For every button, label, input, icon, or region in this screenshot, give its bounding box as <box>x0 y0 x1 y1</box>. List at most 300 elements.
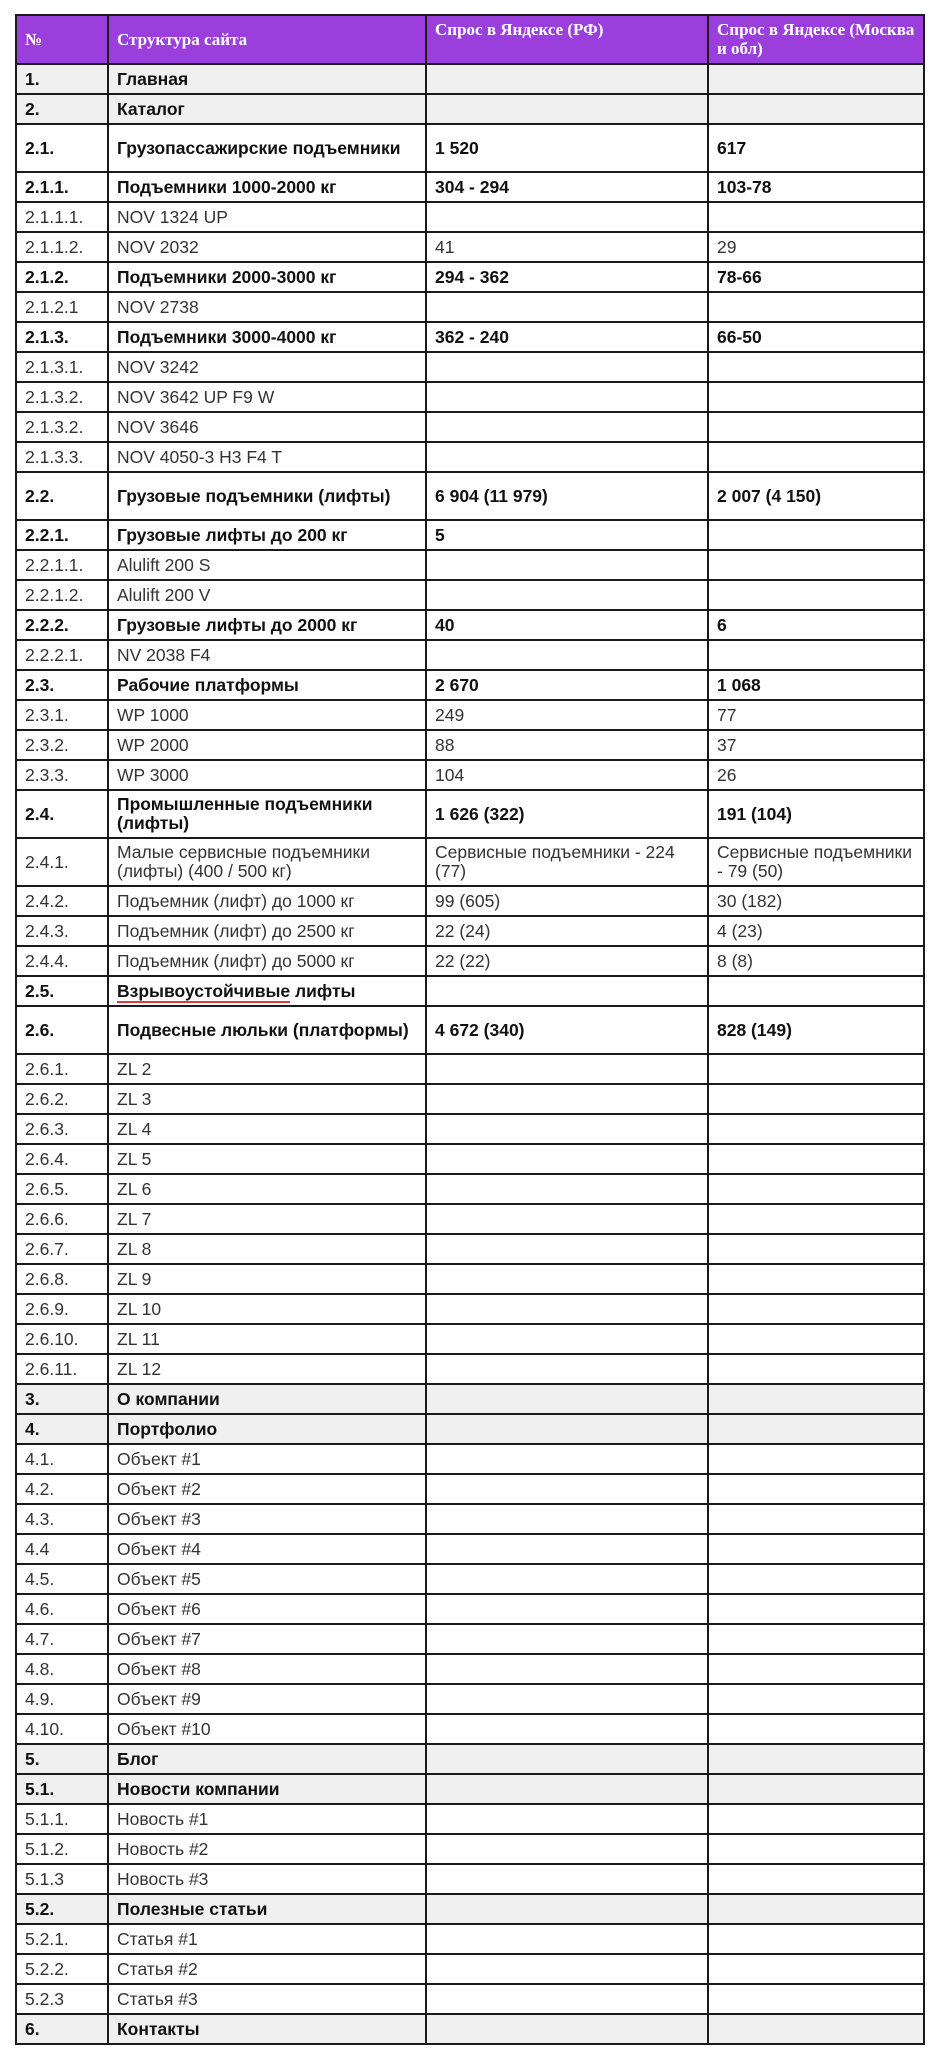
cell-demand-rf <box>426 1894 708 1924</box>
header-structure: Структура сайта <box>108 15 426 64</box>
cell-demand-rf <box>426 1354 708 1384</box>
cell-demand-msk <box>708 1084 924 1114</box>
cell-structure: NOV 3642 UP F9 W <box>108 382 426 412</box>
table-row <box>16 1564 924 1594</box>
cell-demand-msk: 30 (182) <box>708 886 924 916</box>
cell-demand-msk <box>708 1144 924 1174</box>
cell-structure: Полезные статьи <box>108 1894 426 1924</box>
cell-demand-rf: 304 - 294 <box>426 172 708 202</box>
table-row <box>16 172 924 202</box>
cell-demand-rf: 40 <box>426 610 708 640</box>
table-row <box>16 1474 924 1504</box>
cell-structure <box>108 976 426 1006</box>
cell-demand-msk: 78-66 <box>708 262 924 292</box>
cell-num: 2.4.2. <box>16 886 108 916</box>
cell-structure: Статья #1 <box>108 1924 426 1954</box>
cell-demand-rf <box>426 1774 708 1804</box>
cell-structure: Статья #3 <box>108 1984 426 2014</box>
cell-demand-rf: 22 (22) <box>426 946 708 976</box>
table-row <box>16 1684 924 1714</box>
cell-demand-msk <box>708 1624 924 1654</box>
cell-demand-msk: 1 068 <box>708 670 924 700</box>
cell-demand-msk <box>708 1054 924 1084</box>
cell-demand-msk: Сервисные подъемники - 79 (50) <box>708 838 924 886</box>
cell-demand-msk <box>708 1294 924 1324</box>
cell-structure-rest: лифты <box>290 980 356 1001</box>
table-row <box>16 232 924 262</box>
table-row <box>16 670 924 700</box>
cell-num: 4. <box>16 1414 108 1444</box>
cell-structure: NOV 3646 <box>108 412 426 442</box>
cell-structure: WP 1000 <box>108 700 426 730</box>
cell-structure: Новости компании <box>108 1774 426 1804</box>
cell-demand-rf <box>426 1144 708 1174</box>
table-row <box>16 760 924 790</box>
cell-num: 2.1.3.2. <box>16 412 108 442</box>
table-row <box>16 838 924 886</box>
cell-num: 2.5. <box>16 976 108 1006</box>
cell-structure: ZL 9 <box>108 1264 426 1294</box>
cell-num: 2.3.2. <box>16 730 108 760</box>
cell-num: 2.1.1. <box>16 172 108 202</box>
cell-structure: Объект #5 <box>108 1564 426 1594</box>
cell-demand-msk <box>708 1384 924 1414</box>
cell-num: 2.2. <box>16 472 108 520</box>
header-demand-rf: Спрос в Яндексе (РФ) <box>426 15 708 64</box>
cell-num: 2.3.1. <box>16 700 108 730</box>
cell-demand-rf <box>426 1234 708 1264</box>
cell-demand-msk: 2 007 (4 150) <box>708 472 924 520</box>
cell-demand-msk <box>708 94 924 124</box>
cell-demand-msk <box>708 64 924 94</box>
table-row <box>16 1924 924 1954</box>
cell-demand-rf: 104 <box>426 760 708 790</box>
table-row <box>16 1444 924 1474</box>
cell-structure: Подъемник (лифт) до 2500 кг <box>108 916 426 946</box>
cell-structure: Статья #2 <box>108 1954 426 1984</box>
cell-demand-rf <box>426 1864 708 1894</box>
cell-demand-msk <box>708 1354 924 1384</box>
cell-demand-rf: 362 - 240 <box>426 322 708 352</box>
cell-num: 2.1.3.3. <box>16 442 108 472</box>
cell-demand-msk <box>708 1924 924 1954</box>
cell-num: 4.1. <box>16 1444 108 1474</box>
cell-structure: Подъемники 1000-2000 кг <box>108 172 426 202</box>
cell-demand-rf: 1 626 (322) <box>426 790 708 838</box>
cell-num: 2.6.1. <box>16 1054 108 1084</box>
cell-demand-rf <box>426 1174 708 1204</box>
cell-demand-msk <box>708 292 924 322</box>
cell-demand-rf <box>426 94 708 124</box>
table-row <box>16 1294 924 1324</box>
cell-demand-msk: 617 <box>708 124 924 172</box>
cell-demand-rf <box>426 1114 708 1144</box>
cell-demand-msk <box>708 1504 924 1534</box>
cell-demand-rf: 88 <box>426 730 708 760</box>
cell-num: 2.4.4. <box>16 946 108 976</box>
cell-structure: Подъемник (лифт) до 5000 кг <box>108 946 426 976</box>
cell-demand-rf <box>426 1444 708 1474</box>
cell-demand-msk: 191 (104) <box>708 790 924 838</box>
cell-demand-rf <box>426 64 708 94</box>
cell-demand-rf <box>426 442 708 472</box>
table-row <box>16 1774 924 1804</box>
cell-demand-msk <box>708 1834 924 1864</box>
table-body <box>16 64 924 2044</box>
cell-demand-msk <box>708 1714 924 1744</box>
cell-num: 4.9. <box>16 1684 108 1714</box>
cell-structure: NOV 3242 <box>108 352 426 382</box>
table-row <box>16 1984 924 2014</box>
table-row <box>16 1234 924 1264</box>
table-row <box>16 1264 924 1294</box>
cell-demand-rf <box>426 550 708 580</box>
cell-num: 2.4.1. <box>16 838 108 886</box>
cell-num: 2.6.3. <box>16 1114 108 1144</box>
table-row <box>16 64 924 94</box>
cell-structure: Alulift 200 V <box>108 580 426 610</box>
cell-demand-msk: 26 <box>708 760 924 790</box>
cell-structure: ZL 7 <box>108 1204 426 1234</box>
cell-structure: Объект #10 <box>108 1714 426 1744</box>
cell-demand-msk: 6 <box>708 610 924 640</box>
cell-demand-rf <box>426 580 708 610</box>
table-row <box>16 442 924 472</box>
cell-num: 2.1.3.1. <box>16 352 108 382</box>
cell-num: 5.1.2. <box>16 1834 108 1864</box>
table-row <box>16 352 924 382</box>
cell-num: 2.6.11. <box>16 1354 108 1384</box>
table-row <box>16 1174 924 1204</box>
cell-num: 2.2.1. <box>16 520 108 550</box>
cell-demand-rf <box>426 976 708 1006</box>
cell-structure: Грузовые лифты до 200 кг <box>108 520 426 550</box>
cell-demand-rf <box>426 1204 708 1234</box>
cell-demand-rf <box>426 1714 708 1744</box>
cell-num: 2.3. <box>16 670 108 700</box>
cell-demand-msk <box>708 1474 924 1504</box>
cell-num: 5.1.1. <box>16 1804 108 1834</box>
cell-structure: Новость #1 <box>108 1804 426 1834</box>
cell-demand-msk <box>708 1804 924 1834</box>
cell-num: 4.4 <box>16 1534 108 1564</box>
table-row <box>16 1714 924 1744</box>
cell-structure: Грузовые лифты до 2000 кг <box>108 610 426 640</box>
table-row <box>16 1834 924 1864</box>
cell-demand-rf <box>426 1624 708 1654</box>
cell-num: 2.2.1.1. <box>16 550 108 580</box>
cell-structure: Портфолио <box>108 1414 426 1444</box>
table-row <box>16 520 924 550</box>
cell-structure: Объект #1 <box>108 1444 426 1474</box>
table-row <box>16 1114 924 1144</box>
cell-structure: ZL 5 <box>108 1144 426 1174</box>
cell-demand-msk <box>708 1744 924 1774</box>
cell-num: 6. <box>16 2014 108 2044</box>
cell-demand-msk: 103-78 <box>708 172 924 202</box>
cell-structure: ZL 8 <box>108 1234 426 1264</box>
cell-demand-rf <box>426 1804 708 1834</box>
table-row <box>16 1204 924 1234</box>
table-header-row <box>16 15 924 64</box>
cell-structure: Контакты <box>108 2014 426 2044</box>
cell-structure: Грузопассажирские подъемники <box>108 124 426 172</box>
cell-structure: Объект #3 <box>108 1504 426 1534</box>
cell-demand-msk: 77 <box>708 700 924 730</box>
table-row <box>16 550 924 580</box>
table-row <box>16 580 924 610</box>
cell-num: 1. <box>16 64 108 94</box>
cell-demand-msk <box>708 412 924 442</box>
table-row <box>16 124 924 172</box>
cell-num: 2.3.3. <box>16 760 108 790</box>
cell-demand-rf: 4 672 (340) <box>426 1006 708 1054</box>
cell-num: 2. <box>16 94 108 124</box>
table-row <box>16 1384 924 1414</box>
cell-demand-rf: 5 <box>426 520 708 550</box>
cell-demand-msk <box>708 580 924 610</box>
cell-structure: Рабочие платформы <box>108 670 426 700</box>
cell-demand-rf <box>426 1294 708 1324</box>
cell-demand-rf <box>426 1924 708 1954</box>
cell-num: 4.10. <box>16 1714 108 1744</box>
cell-demand-msk <box>708 520 924 550</box>
cell-num: 2.1.3. <box>16 322 108 352</box>
cell-num: 2.6.6. <box>16 1204 108 1234</box>
cell-demand-msk <box>708 1954 924 1984</box>
cell-demand-rf <box>426 1744 708 1774</box>
cell-demand-msk <box>708 1324 924 1354</box>
cell-demand-rf: 41 <box>426 232 708 262</box>
cell-structure: NV 2038 F4 <box>108 640 426 670</box>
table-row <box>16 886 924 916</box>
cell-structure: ZL 2 <box>108 1054 426 1084</box>
cell-structure: Объект #7 <box>108 1624 426 1654</box>
cell-demand-rf: 1 520 <box>426 124 708 172</box>
cell-structure: NOV 4050-3 H3 F4 T <box>108 442 426 472</box>
table-row <box>16 382 924 412</box>
cell-structure: Малые сервисные подъемники (лифты) (400 / 500 кг) <box>108 838 426 886</box>
cell-demand-msk <box>708 1444 924 1474</box>
cell-demand-msk <box>708 1774 924 1804</box>
table-row <box>16 1054 924 1084</box>
cell-num: 5.2.3 <box>16 1984 108 2014</box>
cell-structure: Грузовые подъемники (лифты) <box>108 472 426 520</box>
cell-demand-msk: 8 (8) <box>708 946 924 976</box>
table-row <box>16 322 924 352</box>
cell-structure: Блог <box>108 1744 426 1774</box>
cell-num: 2.4.3. <box>16 916 108 946</box>
cell-demand-rf: 6 904 (11 979) <box>426 472 708 520</box>
table-row <box>16 1324 924 1354</box>
cell-num: 4.3. <box>16 1504 108 1534</box>
cell-num: 2.2.2.1. <box>16 640 108 670</box>
cell-demand-rf: Сервисные подъемники - 224 (77) <box>426 838 708 886</box>
cell-num: 2.6.4. <box>16 1144 108 1174</box>
cell-num: 3. <box>16 1384 108 1414</box>
cell-structure: Подвесные люльки (платформы) <box>108 1006 426 1054</box>
cell-demand-rf <box>426 1414 708 1444</box>
spellcheck-flagged-word: Взрывоустойчивые <box>117 980 291 1001</box>
cell-num: 2.6.7. <box>16 1234 108 1264</box>
cell-num: 5.2.2. <box>16 1954 108 1984</box>
cell-demand-msk <box>708 1564 924 1594</box>
cell-demand-msk <box>708 1864 924 1894</box>
cell-num: 2.1.2. <box>16 262 108 292</box>
cell-demand-rf: 2 670 <box>426 670 708 700</box>
cell-demand-rf <box>426 1384 708 1414</box>
cell-structure: NOV 2738 <box>108 292 426 322</box>
cell-demand-rf <box>426 1654 708 1684</box>
cell-num: 4.7. <box>16 1624 108 1654</box>
cell-demand-rf <box>426 1264 708 1294</box>
cell-num: 2.6.8. <box>16 1264 108 1294</box>
table-row <box>16 94 924 124</box>
cell-demand-msk <box>708 442 924 472</box>
cell-num: 2.6. <box>16 1006 108 1054</box>
cell-num: 5.2. <box>16 1894 108 1924</box>
table-row <box>16 1594 924 1624</box>
table-row <box>16 1504 924 1534</box>
table-row <box>16 730 924 760</box>
table-row <box>16 1354 924 1384</box>
cell-structure: WP 2000 <box>108 730 426 760</box>
table-row <box>16 1744 924 1774</box>
cell-num: 5.1. <box>16 1774 108 1804</box>
cell-structure: Каталог <box>108 94 426 124</box>
cell-structure: Подъемник (лифт) до 1000 кг <box>108 886 426 916</box>
table-row <box>16 916 924 946</box>
table-row <box>16 472 924 520</box>
cell-structure: ZL 11 <box>108 1324 426 1354</box>
cell-structure: ZL 12 <box>108 1354 426 1384</box>
cell-num: 2.6.5. <box>16 1174 108 1204</box>
table-row <box>16 1864 924 1894</box>
table-row <box>16 1954 924 1984</box>
cell-num: 2.2.2. <box>16 610 108 640</box>
cell-structure: ZL 6 <box>108 1174 426 1204</box>
cell-structure: NOV 1324 UP <box>108 202 426 232</box>
table-row <box>16 790 924 838</box>
cell-demand-msk <box>708 2014 924 2044</box>
cell-structure: Объект #2 <box>108 1474 426 1504</box>
cell-demand-rf <box>426 1054 708 1084</box>
cell-demand-rf <box>426 1504 708 1534</box>
cell-demand-rf <box>426 412 708 442</box>
table-row <box>16 1414 924 1444</box>
table-row <box>16 700 924 730</box>
cell-num: 4.2. <box>16 1474 108 1504</box>
cell-demand-msk: 29 <box>708 232 924 262</box>
table-row <box>16 976 924 1006</box>
cell-num: 2.1.1.2. <box>16 232 108 262</box>
cell-demand-rf: 249 <box>426 700 708 730</box>
cell-demand-msk <box>708 1684 924 1714</box>
cell-num: 2.1.3.2. <box>16 382 108 412</box>
table-row <box>16 262 924 292</box>
cell-structure: Объект #6 <box>108 1594 426 1624</box>
cell-demand-rf: 22 (24) <box>426 916 708 946</box>
cell-demand-rf <box>426 1324 708 1354</box>
cell-structure: Промышленные подъемники (лифты) <box>108 790 426 838</box>
cell-demand-rf <box>426 202 708 232</box>
cell-demand-rf <box>426 640 708 670</box>
cell-demand-rf <box>426 1984 708 2014</box>
cell-demand-rf <box>426 352 708 382</box>
cell-structure: Объект #8 <box>108 1654 426 1684</box>
cell-structure: Объект #9 <box>108 1684 426 1714</box>
table-row <box>16 1144 924 1174</box>
cell-num: 4.8. <box>16 1654 108 1684</box>
table-row <box>16 1654 924 1684</box>
site-structure-table <box>15 14 925 2045</box>
cell-demand-rf: 99 (605) <box>426 886 708 916</box>
cell-demand-rf <box>426 1834 708 1864</box>
cell-demand-rf <box>426 1954 708 1984</box>
cell-demand-rf <box>426 292 708 322</box>
cell-structure: Объект #4 <box>108 1534 426 1564</box>
cell-demand-rf <box>426 382 708 412</box>
cell-structure: О компании <box>108 1384 426 1414</box>
cell-num: 2.1.1.1. <box>16 202 108 232</box>
table-row <box>16 2014 924 2044</box>
cell-demand-msk <box>708 382 924 412</box>
cell-demand-rf <box>426 1474 708 1504</box>
table-row <box>16 1006 924 1054</box>
cell-num: 4.5. <box>16 1564 108 1594</box>
cell-num: 2.6.10. <box>16 1324 108 1354</box>
cell-num: 2.2.1.2. <box>16 580 108 610</box>
cell-structure: Подъемники 2000-3000 кг <box>108 262 426 292</box>
cell-num: 2.1. <box>16 124 108 172</box>
table-row <box>16 1084 924 1114</box>
cell-structure: Подъемники 3000-4000 кг <box>108 322 426 352</box>
cell-structure: Новость #3 <box>108 1864 426 1894</box>
cell-demand-msk <box>708 976 924 1006</box>
cell-demand-rf <box>426 1684 708 1714</box>
cell-structure: ZL 10 <box>108 1294 426 1324</box>
cell-structure: Alulift 200 S <box>108 550 426 580</box>
cell-demand-msk: 4 (23) <box>708 916 924 946</box>
cell-structure: ZL 4 <box>108 1114 426 1144</box>
table-row <box>16 202 924 232</box>
cell-demand-rf <box>426 1534 708 1564</box>
cell-num: 4.6. <box>16 1594 108 1624</box>
cell-demand-rf <box>426 2014 708 2044</box>
cell-num: 2.1.2.1 <box>16 292 108 322</box>
cell-demand-msk <box>708 1264 924 1294</box>
cell-demand-msk <box>708 352 924 382</box>
cell-demand-msk <box>708 640 924 670</box>
cell-demand-msk <box>708 1534 924 1564</box>
table-row <box>16 946 924 976</box>
cell-structure: ZL 3 <box>108 1084 426 1114</box>
cell-demand-msk: 66-50 <box>708 322 924 352</box>
cell-demand-msk: 828 (149) <box>708 1006 924 1054</box>
cell-demand-msk <box>708 1204 924 1234</box>
table-row <box>16 640 924 670</box>
cell-demand-rf <box>426 1564 708 1594</box>
cell-demand-msk <box>708 1174 924 1204</box>
cell-num: 5.2.1. <box>16 1924 108 1954</box>
cell-num: 5. <box>16 1744 108 1774</box>
table-row <box>16 610 924 640</box>
cell-demand-msk <box>708 1594 924 1624</box>
table-row <box>16 1624 924 1654</box>
cell-demand-msk <box>708 550 924 580</box>
table-row <box>16 1804 924 1834</box>
cell-demand-msk: 37 <box>708 730 924 760</box>
